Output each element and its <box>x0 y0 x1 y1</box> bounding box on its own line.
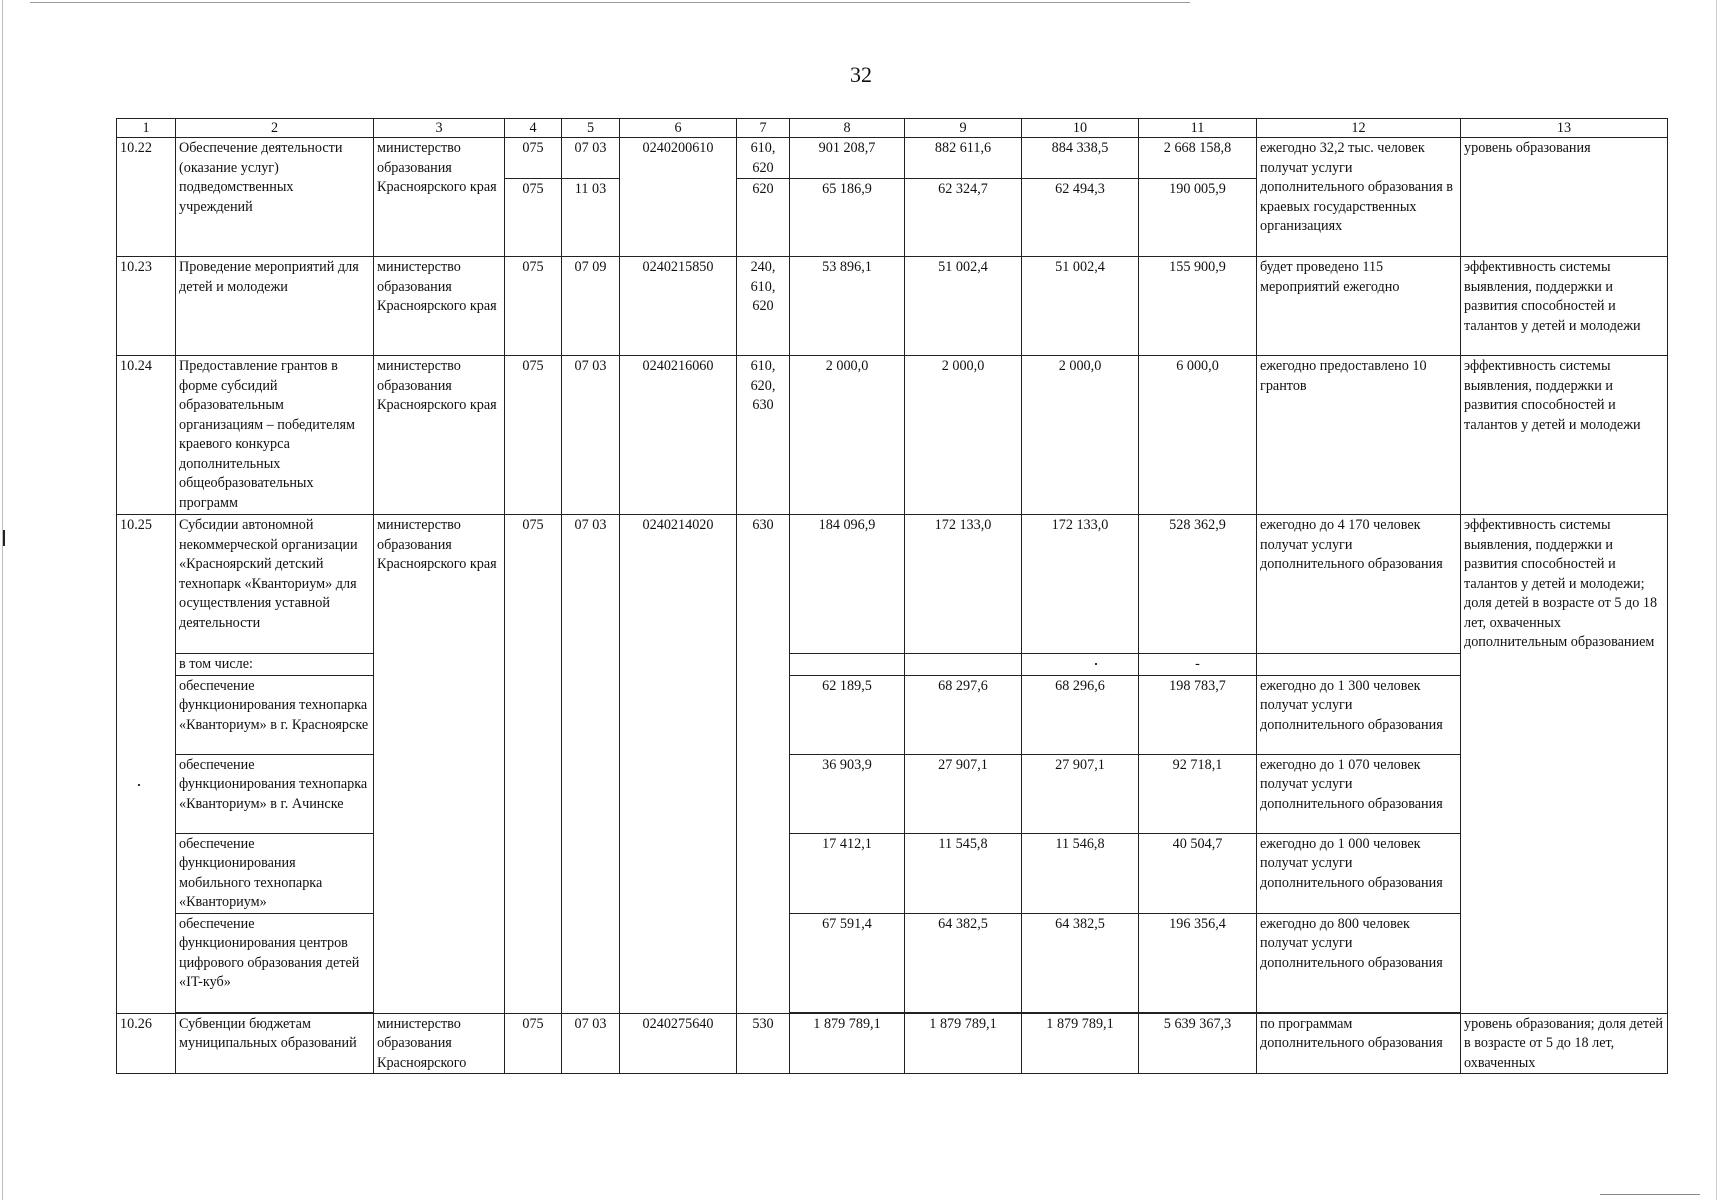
sub-measure-name: обеспечение функционирования технопарка «Кванториум» в г. Красноярске <box>176 675 374 754</box>
column-number-row <box>117 119 1668 138</box>
scan-left-edge <box>2 0 3 1200</box>
amount-year-2 <box>905 654 1022 676</box>
amount-year-2: 68 297,6 <box>905 675 1022 754</box>
table-row <box>117 515 1668 654</box>
col-header: 9 <box>905 119 1022 138</box>
col-header: 3 <box>374 119 505 138</box>
indicator: уровень образования <box>1461 138 1668 257</box>
amount-year-1: 65 186,9 <box>790 179 905 257</box>
col-header: 10 <box>1022 119 1139 138</box>
amount-year-3: 1 879 789,1 <box>1022 1013 1139 1074</box>
amount-year-3 <box>1022 654 1139 676</box>
amount-total: 40 504,7 <box>1139 833 1257 913</box>
amount-year-3: 64 382,5 <box>1022 913 1139 1012</box>
col-header: 1 <box>117 119 176 138</box>
amount-total: 5 639 367,3 <box>1139 1013 1257 1074</box>
expected-result: ежегодно предоставлено 10 грантов <box>1257 356 1461 515</box>
executor: министерство образования Красноярского края <box>374 515 505 1014</box>
section-code: 11 03 <box>562 179 620 257</box>
executor: министерство образования Красноярского края <box>374 138 505 257</box>
amount-year-2: 27 907,1 <box>905 754 1022 833</box>
measure-name: Обеспечение деятельности (оказание услуг) подведомственных учреждений <box>176 138 374 257</box>
amount-total: 196 356,4 <box>1139 913 1257 1012</box>
section-code: 07 09 <box>562 257 620 356</box>
expected-result: ежегодно до 1 000 человек получат услуги дополнительного образования <box>1257 833 1461 913</box>
amount-total: 2 668 158,8 <box>1139 138 1257 179</box>
sub-measure-name: обеспечение функционирования центров цифрового образования детей «IT-куб» <box>176 913 374 1012</box>
amount-year-2: 62 324,7 <box>905 179 1022 257</box>
table-row <box>117 257 1668 356</box>
executor: министерство образования Красноярского <box>374 1013 505 1074</box>
program-table <box>116 118 1668 1074</box>
grbs-code: 075 <box>505 138 562 179</box>
row-number: 10.22 <box>117 138 176 257</box>
col-header: 13 <box>1461 119 1668 138</box>
table-row <box>117 833 1668 913</box>
col-header: 11 <box>1139 119 1257 138</box>
amount-year-1: 36 903,9 <box>790 754 905 833</box>
table-row <box>117 754 1668 833</box>
amount-year-3: 11 546,8 <box>1022 833 1139 913</box>
table-row <box>117 913 1668 1012</box>
target-article: 0240200610 <box>620 138 737 257</box>
table-row <box>117 1013 1668 1074</box>
target-article: 0240275640 <box>620 1013 737 1074</box>
scan-right-edge <box>1716 0 1717 1200</box>
amount-year-2: 1 879 789,1 <box>905 1013 1022 1074</box>
amount-year-1 <box>790 654 905 676</box>
amount-year-3: 172 133,0 <box>1022 515 1139 654</box>
executor: министерство образования Красноярского края <box>374 257 505 356</box>
amount-year-1: 67 591,4 <box>790 913 905 1012</box>
sub-measure-name: обеспечение функционирования мобильного технопарка «Кванториум» <box>176 833 374 913</box>
amount-year-2: 172 133,0 <box>905 515 1022 654</box>
target-article: 0240215850 <box>620 257 737 356</box>
amount-total: 92 718,1 <box>1139 754 1257 833</box>
amount-year-1: 2 000,0 <box>790 356 905 515</box>
executor: министерство образования Красноярского края <box>374 356 505 515</box>
amount-year-2: 882 611,6 <box>905 138 1022 179</box>
amount-year-3: 884 338,5 <box>1022 138 1139 179</box>
amount-year-3: 51 002,4 <box>1022 257 1139 356</box>
amount-total: 190 005,9 <box>1139 179 1257 257</box>
amount-total: 155 900,9 <box>1139 257 1257 356</box>
indicator: уровень образования; доля детей в возрасте от 5 до 18 лет, охваченных <box>1461 1013 1668 1074</box>
section-code: 07 03 <box>562 1013 620 1074</box>
expense-type: 240, 610, 620 <box>737 257 790 356</box>
amount-year-3: 2 000,0 <box>1022 356 1139 515</box>
measure-name: Проведение мероприятий для детей и молодежи <box>176 257 374 356</box>
col-header: 6 <box>620 119 737 138</box>
amount-year-1: 17 412,1 <box>790 833 905 913</box>
expected-result: ежегодно до 1 070 человек получат услуги дополнительного образования <box>1257 754 1461 833</box>
col-header: 12 <box>1257 119 1461 138</box>
col-header: 4 <box>505 119 562 138</box>
table-row <box>117 675 1668 754</box>
col-header: 8 <box>790 119 905 138</box>
amount-year-1: 62 189,5 <box>790 675 905 754</box>
indicator: эффективность системы выявления, поддержки и развития способностей и талантов у детей и молодежи <box>1461 257 1668 356</box>
section-code: 07 03 <box>562 356 620 515</box>
table-row <box>117 654 1668 676</box>
including-label: в том числе: <box>176 654 374 676</box>
expense-type: 610, 620 <box>737 138 790 179</box>
expense-type: 630 <box>737 515 790 1014</box>
amount-year-3: 27 907,1 <box>1022 754 1139 833</box>
amount-year-1: 53 896,1 <box>790 257 905 356</box>
amount-total: - <box>1139 654 1257 676</box>
expected-result: ежегодно до 1 300 человек получат услуги дополнительного образования <box>1257 675 1461 754</box>
amount-year-3: 68 296,6 <box>1022 675 1139 754</box>
expense-type: 620 <box>737 179 790 257</box>
row-number: 10.25 <box>117 515 176 1014</box>
row-number: 10.24 <box>117 356 176 515</box>
target-article: 0240214020 <box>620 515 737 1014</box>
sub-measure-name: обеспечение функционирования технопарка «Кванториум» в г. Ачинске <box>176 754 374 833</box>
page-number: 32 <box>850 62 872 87</box>
grbs-code: 075 <box>505 356 562 515</box>
amount-year-1: 1 879 789,1 <box>790 1013 905 1074</box>
row-number: 10.26 <box>117 1013 176 1074</box>
section-code: 07 03 <box>562 515 620 1014</box>
scan-mark <box>3 530 5 546</box>
measure-name: Субсидии автономной некоммерческой организации «Красноярский детский технопарк «Кванториум» для осуществления уставной деятельности <box>176 515 374 654</box>
expense-type: 610, 620, 630 <box>737 356 790 515</box>
scan-bottom-line <box>1600 1194 1700 1195</box>
amount-total: 6 000,0 <box>1139 356 1257 515</box>
expected-result: по программам дополнительного образования <box>1257 1013 1461 1074</box>
amount-total: 198 783,7 <box>1139 675 1257 754</box>
row-number: 10.23 <box>117 257 176 356</box>
amount-total: 528 362,9 <box>1139 515 1257 654</box>
expected-result: ежегодно до 800 человек получат услуги дополнительного образования <box>1257 913 1461 1012</box>
amount-year-1: 901 208,7 <box>790 138 905 179</box>
amount-year-2: 11 545,8 <box>905 833 1022 913</box>
expected-result: ежегодно до 4 170 человек получат услуги дополнительного образования <box>1257 515 1461 654</box>
col-header: 7 <box>737 119 790 138</box>
grbs-code: 075 <box>505 179 562 257</box>
grbs-code: 075 <box>505 515 562 1014</box>
measure-name: Предоставление грантов в форме субсидий образовательным организациям – победителям краевого конкурса дополнительных общеобразовательных программ <box>176 356 374 515</box>
expected-result <box>1257 654 1461 676</box>
section-code: 07 03 <box>562 138 620 179</box>
col-header: 2 <box>176 119 374 138</box>
measure-name: Субвенции бюджетам муниципальных образований <box>176 1013 374 1074</box>
indicator: эффективность системы выявления, поддержки и развития способностей и талантов у детей и молодежи; доля детей в возрасте от 5 до 18 лет, охваченных дополнительным образованием <box>1461 515 1668 1014</box>
target-article: 0240216060 <box>620 356 737 515</box>
expected-result: ежегодно 32,2 тыс. человек получат услуги дополнительного образования в краевых государственных организациях <box>1257 138 1461 257</box>
amount-year-2: 2 000,0 <box>905 356 1022 515</box>
amount-year-2: 64 382,5 <box>905 913 1022 1012</box>
table-row <box>117 138 1668 179</box>
indicator: эффективность системы выявления, поддержки и развития способностей и талантов у детей и молодежи <box>1461 356 1668 515</box>
amount-year-2: 51 002,4 <box>905 257 1022 356</box>
scan-top-line <box>30 2 1190 3</box>
grbs-code: 075 <box>505 1013 562 1074</box>
col-header: 5 <box>562 119 620 138</box>
expense-type: 530 <box>737 1013 790 1074</box>
amount-year-1: 184 096,9 <box>790 515 905 654</box>
table-row <box>117 356 1668 515</box>
amount-year-3: 62 494,3 <box>1022 179 1139 257</box>
expected-result: будет проведено 115 мероприятий ежегодно <box>1257 257 1461 356</box>
grbs-code: 075 <box>505 257 562 356</box>
